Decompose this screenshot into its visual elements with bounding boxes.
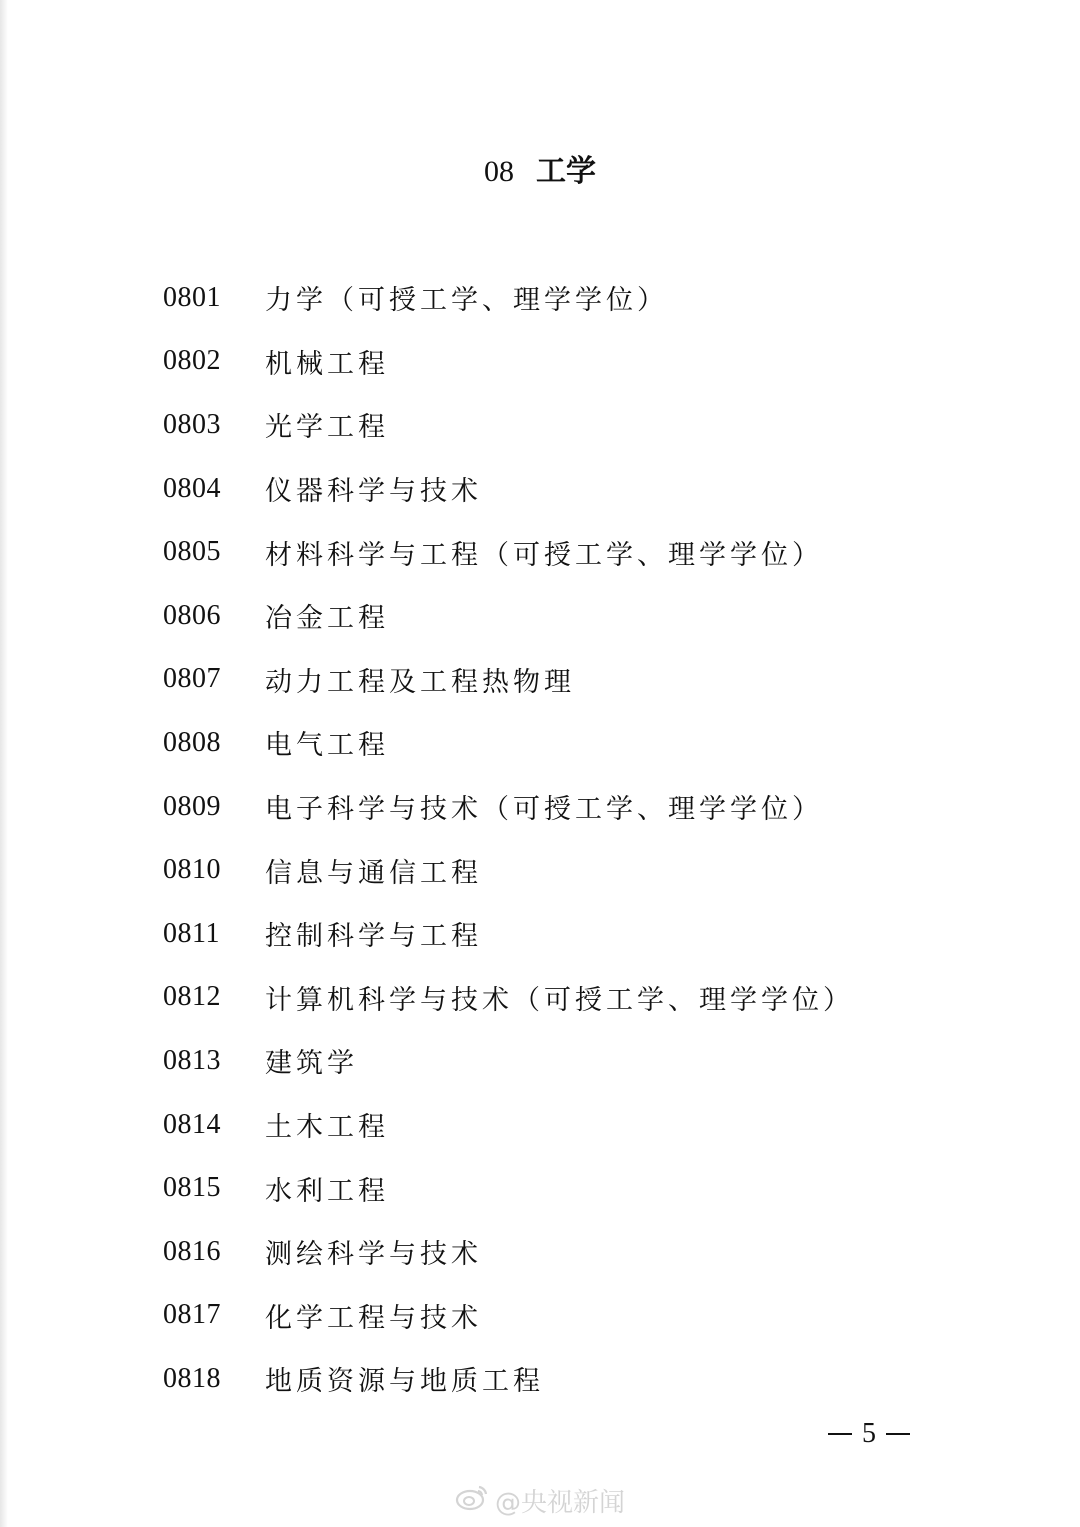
discipline-row bbox=[163, 330, 983, 394]
discipline-row bbox=[163, 1220, 983, 1284]
discipline-code: 0810 bbox=[163, 854, 221, 886]
discipline-name: 材料科学与工程（可授工学、理学学位） bbox=[265, 539, 823, 571]
discipline-name: 信息与通信工程 bbox=[265, 857, 482, 889]
discipline-row bbox=[163, 1093, 983, 1157]
discipline-code: 0814 bbox=[163, 1108, 221, 1140]
discipline-row bbox=[163, 1284, 983, 1348]
discipline-row bbox=[163, 1029, 983, 1093]
discipline-row bbox=[163, 966, 983, 1030]
weibo-logo-icon bbox=[455, 1483, 489, 1518]
discipline-code: 0811 bbox=[163, 917, 220, 949]
discipline-list bbox=[163, 266, 983, 1411]
discipline-name: 建筑学 bbox=[265, 1048, 358, 1080]
watermark-text: @央视新闻 bbox=[494, 1488, 625, 1518]
discipline-code: 0813 bbox=[163, 1044, 221, 1076]
discipline-row bbox=[163, 584, 983, 648]
page-number-value: 5 bbox=[862, 1418, 876, 1449]
discipline-name: 机械工程 bbox=[265, 348, 389, 380]
discipline-row bbox=[163, 902, 983, 966]
scan-edge-shadow bbox=[0, 0, 8, 1527]
discipline-code: 0801 bbox=[163, 281, 221, 313]
discipline-name: 电子科学与技术（可授工学、理学学位） bbox=[265, 794, 823, 826]
discipline-name: 冶金工程 bbox=[265, 603, 389, 635]
discipline-code: 0818 bbox=[163, 1362, 221, 1394]
page-number-dash-left bbox=[828, 1433, 852, 1435]
discipline-row bbox=[163, 1347, 983, 1411]
section-name: 工学 bbox=[536, 154, 596, 189]
discipline-row bbox=[163, 520, 983, 584]
discipline-row bbox=[163, 1156, 983, 1220]
discipline-code: 0808 bbox=[163, 726, 221, 758]
discipline-name: 光学工程 bbox=[265, 412, 389, 444]
discipline-row bbox=[163, 775, 983, 839]
discipline-name: 控制科学与工程 bbox=[265, 921, 482, 953]
discipline-name: 地质资源与地质工程 bbox=[265, 1366, 544, 1398]
discipline-row bbox=[163, 393, 983, 457]
discipline-name: 土木工程 bbox=[265, 1112, 389, 1144]
discipline-code: 0812 bbox=[163, 981, 221, 1013]
section-code: 08 bbox=[484, 155, 514, 188]
discipline-name: 动力工程及工程热物理 bbox=[265, 666, 575, 698]
discipline-row bbox=[163, 266, 983, 330]
watermark bbox=[0, 1482, 1080, 1519]
discipline-name: 电气工程 bbox=[265, 730, 389, 762]
discipline-code: 0815 bbox=[163, 1172, 221, 1204]
discipline-code: 0802 bbox=[163, 345, 221, 377]
discipline-row bbox=[163, 838, 983, 902]
discipline-code: 0805 bbox=[163, 536, 221, 568]
discipline-code: 0807 bbox=[163, 663, 221, 695]
discipline-row bbox=[163, 711, 983, 775]
discipline-name: 水利工程 bbox=[265, 1175, 389, 1207]
page-number bbox=[818, 1418, 920, 1450]
discipline-name: 计算机科学与技术（可授工学、理学学位） bbox=[265, 984, 854, 1016]
discipline-code: 0809 bbox=[163, 790, 221, 822]
discipline-name: 化学工程与技术 bbox=[265, 1302, 482, 1334]
discipline-code: 0806 bbox=[163, 599, 221, 631]
section-heading bbox=[0, 150, 1080, 194]
discipline-row bbox=[163, 457, 983, 521]
discipline-code: 0816 bbox=[163, 1235, 221, 1267]
discipline-name: 力学（可授工学、理学学位） bbox=[265, 285, 668, 317]
discipline-code: 0804 bbox=[163, 472, 221, 504]
discipline-name: 仪器科学与技术 bbox=[265, 476, 482, 508]
page-number-dash-right bbox=[886, 1433, 910, 1435]
discipline-code: 0803 bbox=[163, 408, 221, 440]
discipline-row bbox=[163, 648, 983, 712]
discipline-code: 0817 bbox=[163, 1299, 221, 1331]
discipline-name: 测绘科学与技术 bbox=[265, 1239, 482, 1271]
